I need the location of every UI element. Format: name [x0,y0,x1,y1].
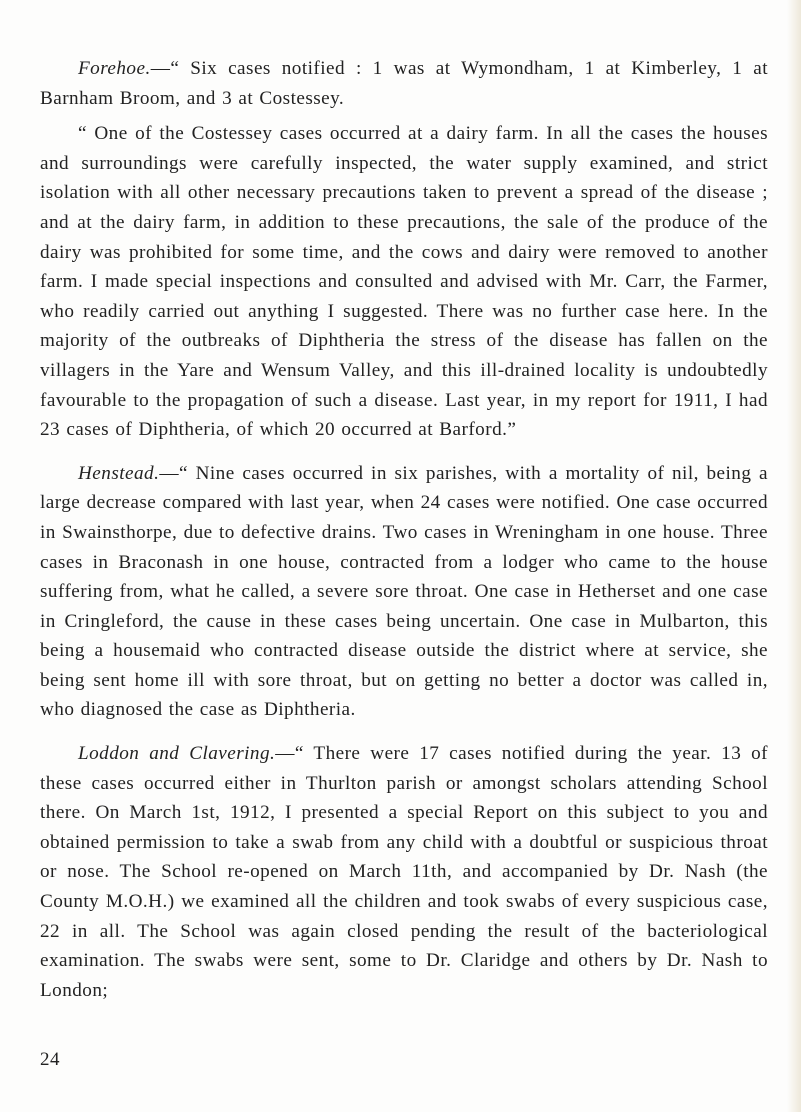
paragraph-loddon-clavering [40,739,768,1005]
district-heading-forehoe: Forehoe. [78,58,151,79]
body-text [40,54,768,1019]
district-heading-loddon-clavering: Loddon and Clavering. [78,743,276,765]
paragraph-forehoe [40,54,768,113]
paragraph-costessey [40,119,768,445]
paragraph-costessey-text: “ One of the Costessey cases occurred at a dairy farm. In all the cases the houses and surroundings were carefully inspected, the water supply examined, and strict isolation with all other necessary precautions taken to prevent a spread of the disease ; and at the dairy farm, in addition to these precautions, the sale of the produce of the dairy was prohibited for some time, and the cows and dairy were removed to another farm. I made special inspections and consulted and advised with Mr. Carr, the Farmer, who readily carried out anything I suggested. There was no further case here. In the majority of the outbreaks of Diphtheria the stress of the disease has fallen on the villagers in the Yare and Wensum Valley, and this ill-drained locality is undoubtedly favourable to the propagation of such a disease. Last year, in my report for 1911, I had 23 cases of Diphtheria, of which 20 occurred at Barford.” [40,123,768,441]
district-heading-henstead: Henstead. [78,462,160,484]
paragraph-henstead [40,459,768,725]
paragraph-loddon-clavering-text: —“ There were 17 cases notified during the year. 13 of these cases occurred either in Thurlton parish or amongst scholars attending School there. On March 1st, 1912, I presented a special Report on this subject to you and obtained permission to take a swab from any child with a doubtful or suspicious throat or nose. The School re-opened on March 11th, and accompanied by Dr. Nash (the County M.O.H.) we examined all the children and took swabs of every suspicious case, 22 in all. The School was again closed pending the result of the bacteriological examination. The swabs were sent, some to Dr. Claridge and others by Dr. Nash to London; [40,743,768,1001]
page-edge-shadow [787,0,801,1112]
paragraph-forehoe-text: —“ Six cases notified : 1 was at Wymondham, 1 at Kimberley, 1 at Barnham Broom, and 3 at Costessey. [40,58,768,109]
page-number: 24 [40,1049,60,1070]
paragraph-henstead-text: —“ Nine cases occurred in six parishes, with a mortality of nil, being a large decrease compared with last year, when 24 cases were notified. One case occurred in Swainsthorpe, due to defective drains. Two cases in Wreningham in one house. Three cases in Braconash in one house, contracted from a lodger who came to the house suffering from, what he called, a severe sore throat. One case in Hetherset and one case in Cringleford, the cause in these cases being uncertain. One case in Mulbarton, this being a housemaid who contracted disease outside the district where at service, she being sent home ill with sore throat, but on getting no better a doctor was called in, who diagnosed the case as Diphtheria. [40,462,768,721]
